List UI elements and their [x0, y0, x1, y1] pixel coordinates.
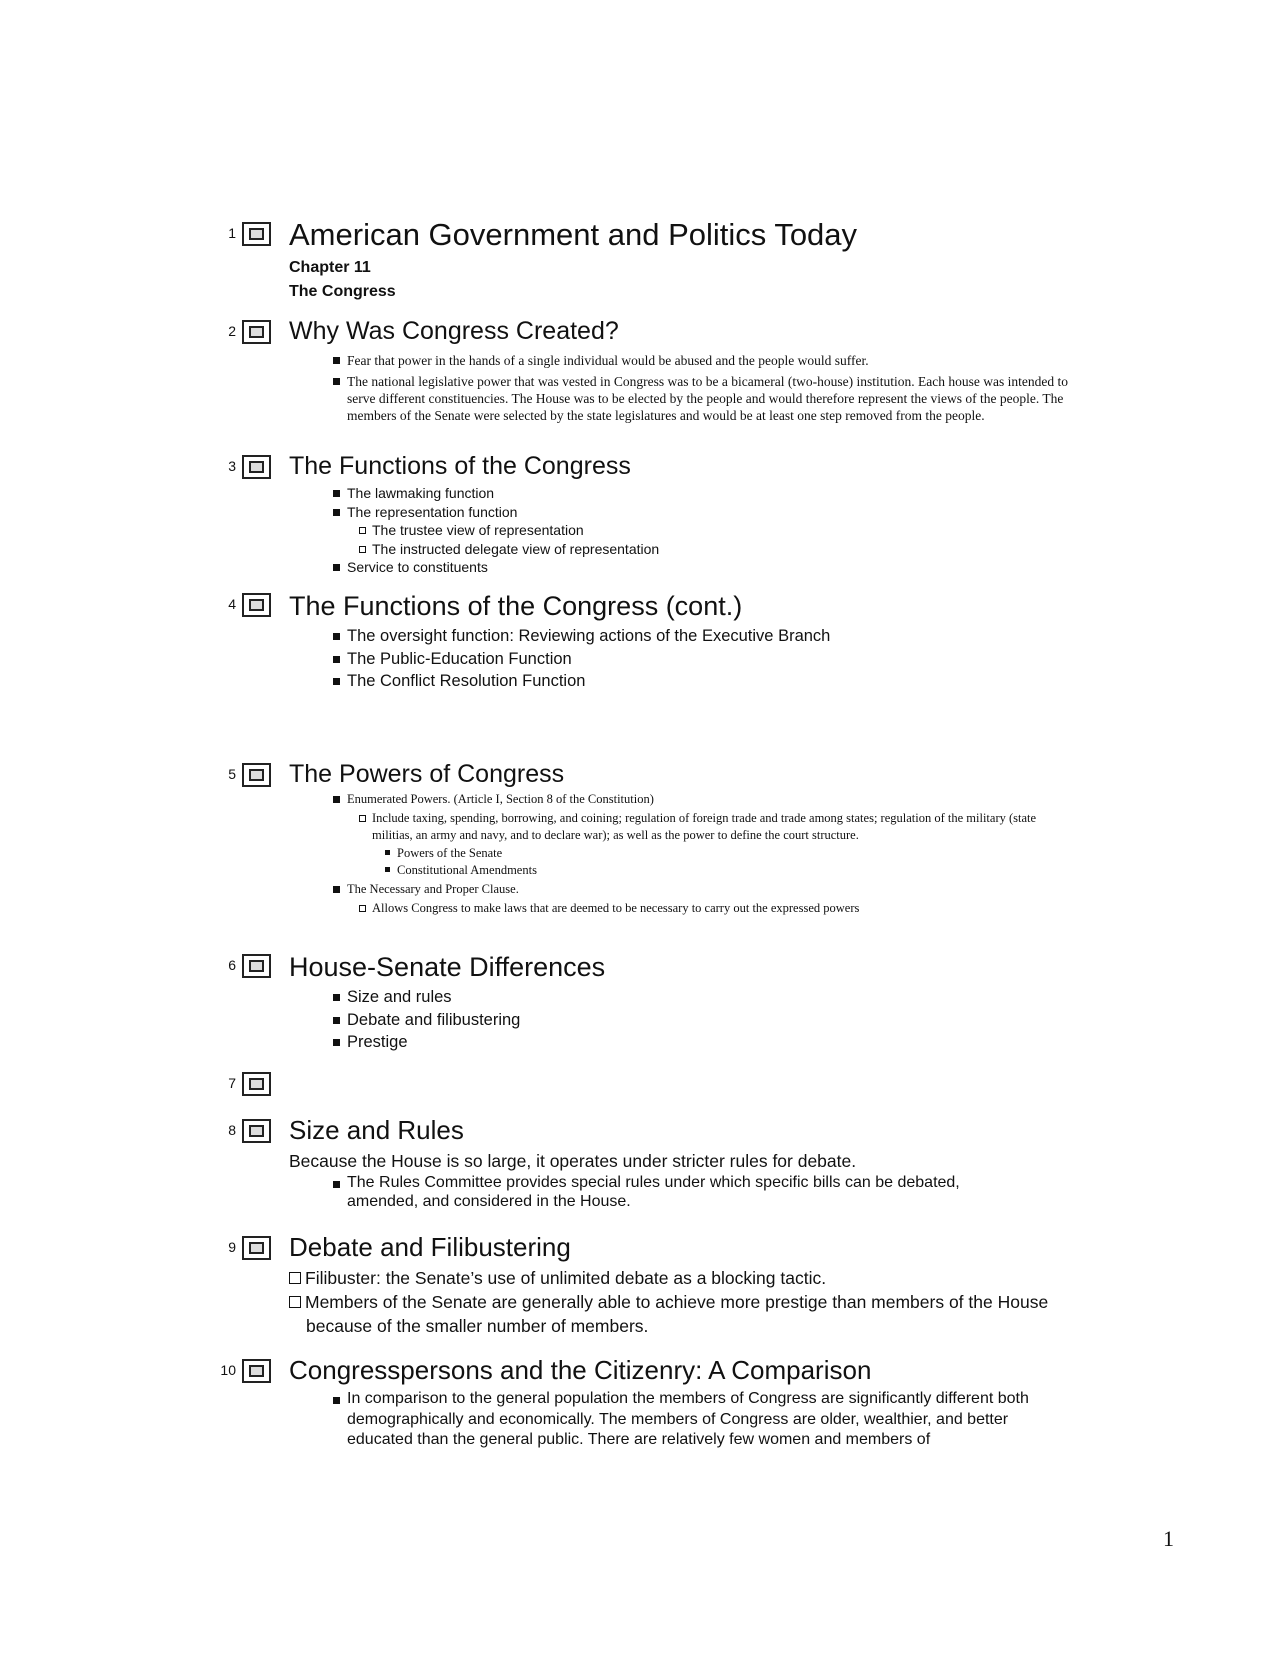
list-item: Powers of the Senate — [289, 845, 1059, 862]
list-item: Filibuster: the Senate’s use of unlimited debate as a blocking tactic. — [289, 1266, 1076, 1290]
slide-thumbnail-icon[interactable] — [242, 1072, 271, 1096]
list-item: The oversight function: Reviewing actions of the Executive Branch — [289, 625, 1089, 648]
list-item: The national legislative power that was vested in Congress was to be a bicameral (two-house) institution. Each house was intended to serve different constituencies. The House was to be elected by the people and would therefore represent the views of the people. The members of the Senate were selected by the state legislatures and would be at least one step removed from the people. — [289, 373, 1069, 424]
list-item: The Conflict Resolution Function — [289, 670, 1089, 693]
bullet-list — [289, 1173, 1009, 1211]
list-item: Service to constituents — [289, 558, 1089, 577]
list-item: Enumerated Powers. (Article I, Section 8 of the Constitution) — [289, 791, 1059, 808]
list-item: Constitutional Amendments — [289, 862, 1059, 879]
slide-number: 5 — [228, 766, 236, 782]
list-item: The trustee view of representation — [289, 521, 1089, 540]
slide-number: 1 — [228, 225, 236, 241]
list-item: Fear that power in the hands of a single individual would be abused and the people would suffer. — [289, 352, 1069, 369]
slide-title: House-Senate Differences — [289, 952, 606, 982]
slide-number: 2 — [228, 323, 236, 339]
slide-title: The Functions of the Congress (cont.) — [289, 591, 743, 621]
slide-number: 6 — [228, 957, 236, 973]
list-item: The representation function — [289, 503, 1089, 522]
slide-title: Congresspersons and the Citizenry: A Comparison — [289, 1355, 872, 1385]
checkbox-icon — [289, 1272, 301, 1284]
slide-title: American Government and Politics Today — [289, 217, 858, 252]
slide-title: Size and Rules — [289, 1115, 464, 1145]
slide-title: Debate and Filibustering — [289, 1232, 571, 1262]
list-item: Members of the Senate are generally able to achieve more prestige than members of the House because of the smaller number of members. — [289, 1290, 1076, 1338]
bullet-list — [289, 352, 1069, 424]
list-item: The Necessary and Proper Clause. — [289, 881, 1059, 898]
slide-number: 8 — [228, 1122, 236, 1138]
slide-thumbnail-icon[interactable] — [242, 1359, 271, 1383]
slide-thumbnail-icon[interactable] — [242, 222, 271, 246]
bullet-list — [289, 986, 1089, 1054]
bullet-list — [289, 1389, 1059, 1451]
list-item: The Public-Education Function — [289, 648, 1089, 671]
slide-title: The Powers of Congress — [289, 760, 565, 788]
slide-number: 3 — [228, 458, 236, 474]
slide-thumbnail-icon[interactable] — [242, 763, 271, 787]
list-item: Include taxing, spending, borrowing, and coining; regulation of foreign trade and trade among states; regulation of the military (state militias, an army and navy, and to declare war); as well as the power to define the court structure. — [289, 810, 1059, 844]
bullet-list — [289, 484, 1089, 577]
list-item: Allows Congress to make laws that are deemed to be necessary to carry out the expressed powers — [289, 900, 1059, 917]
slide-thumbnail-icon[interactable] — [242, 1119, 271, 1143]
slide-thumbnail-icon[interactable] — [242, 1236, 271, 1260]
list-item: Debate and filibustering — [289, 1009, 1089, 1032]
slide-number: 7 — [228, 1075, 236, 1091]
checkbox-icon — [289, 1296, 301, 1308]
list-item: Prestige — [289, 1031, 1089, 1054]
slide-thumbnail-icon[interactable] — [242, 320, 271, 344]
slide-thumbnail-icon[interactable] — [242, 954, 271, 978]
slide-body-text: Because the House is so large, it operates under stricter rules for debate. — [289, 1151, 857, 1171]
slide-subtitle: Chapter 11 — [289, 259, 371, 276]
list-item: The Rules Committee provides special rules under which specific bills can be debated, amended, and considered in the House. — [289, 1173, 1009, 1211]
slide-number: 4 — [228, 596, 236, 612]
list-item: The instructed delegate view of representation — [289, 540, 1089, 559]
slide-subtitle: The Congress — [289, 283, 396, 300]
bullet-list — [289, 625, 1089, 693]
slide-number: 10 — [220, 1362, 236, 1378]
slide-thumbnail-icon[interactable] — [242, 593, 271, 617]
slide-number: 9 — [228, 1239, 236, 1255]
list-item: In comparison to the general population the members of Congress are significantly different both demographically and economically. The members of Congress are older, wealthier, and better educated than the general public. There are relatively few women and members of — [289, 1389, 1059, 1451]
page-number: 1 — [1163, 1526, 1174, 1551]
slide-thumbnail-icon[interactable] — [242, 455, 271, 479]
slide-title: The Functions of the Congress — [289, 452, 631, 480]
list-item: Size and rules — [289, 986, 1089, 1009]
list-item: The lawmaking function — [289, 484, 1089, 503]
bullet-list — [289, 791, 1059, 917]
slide-title: Why Was Congress Created? — [289, 317, 619, 345]
